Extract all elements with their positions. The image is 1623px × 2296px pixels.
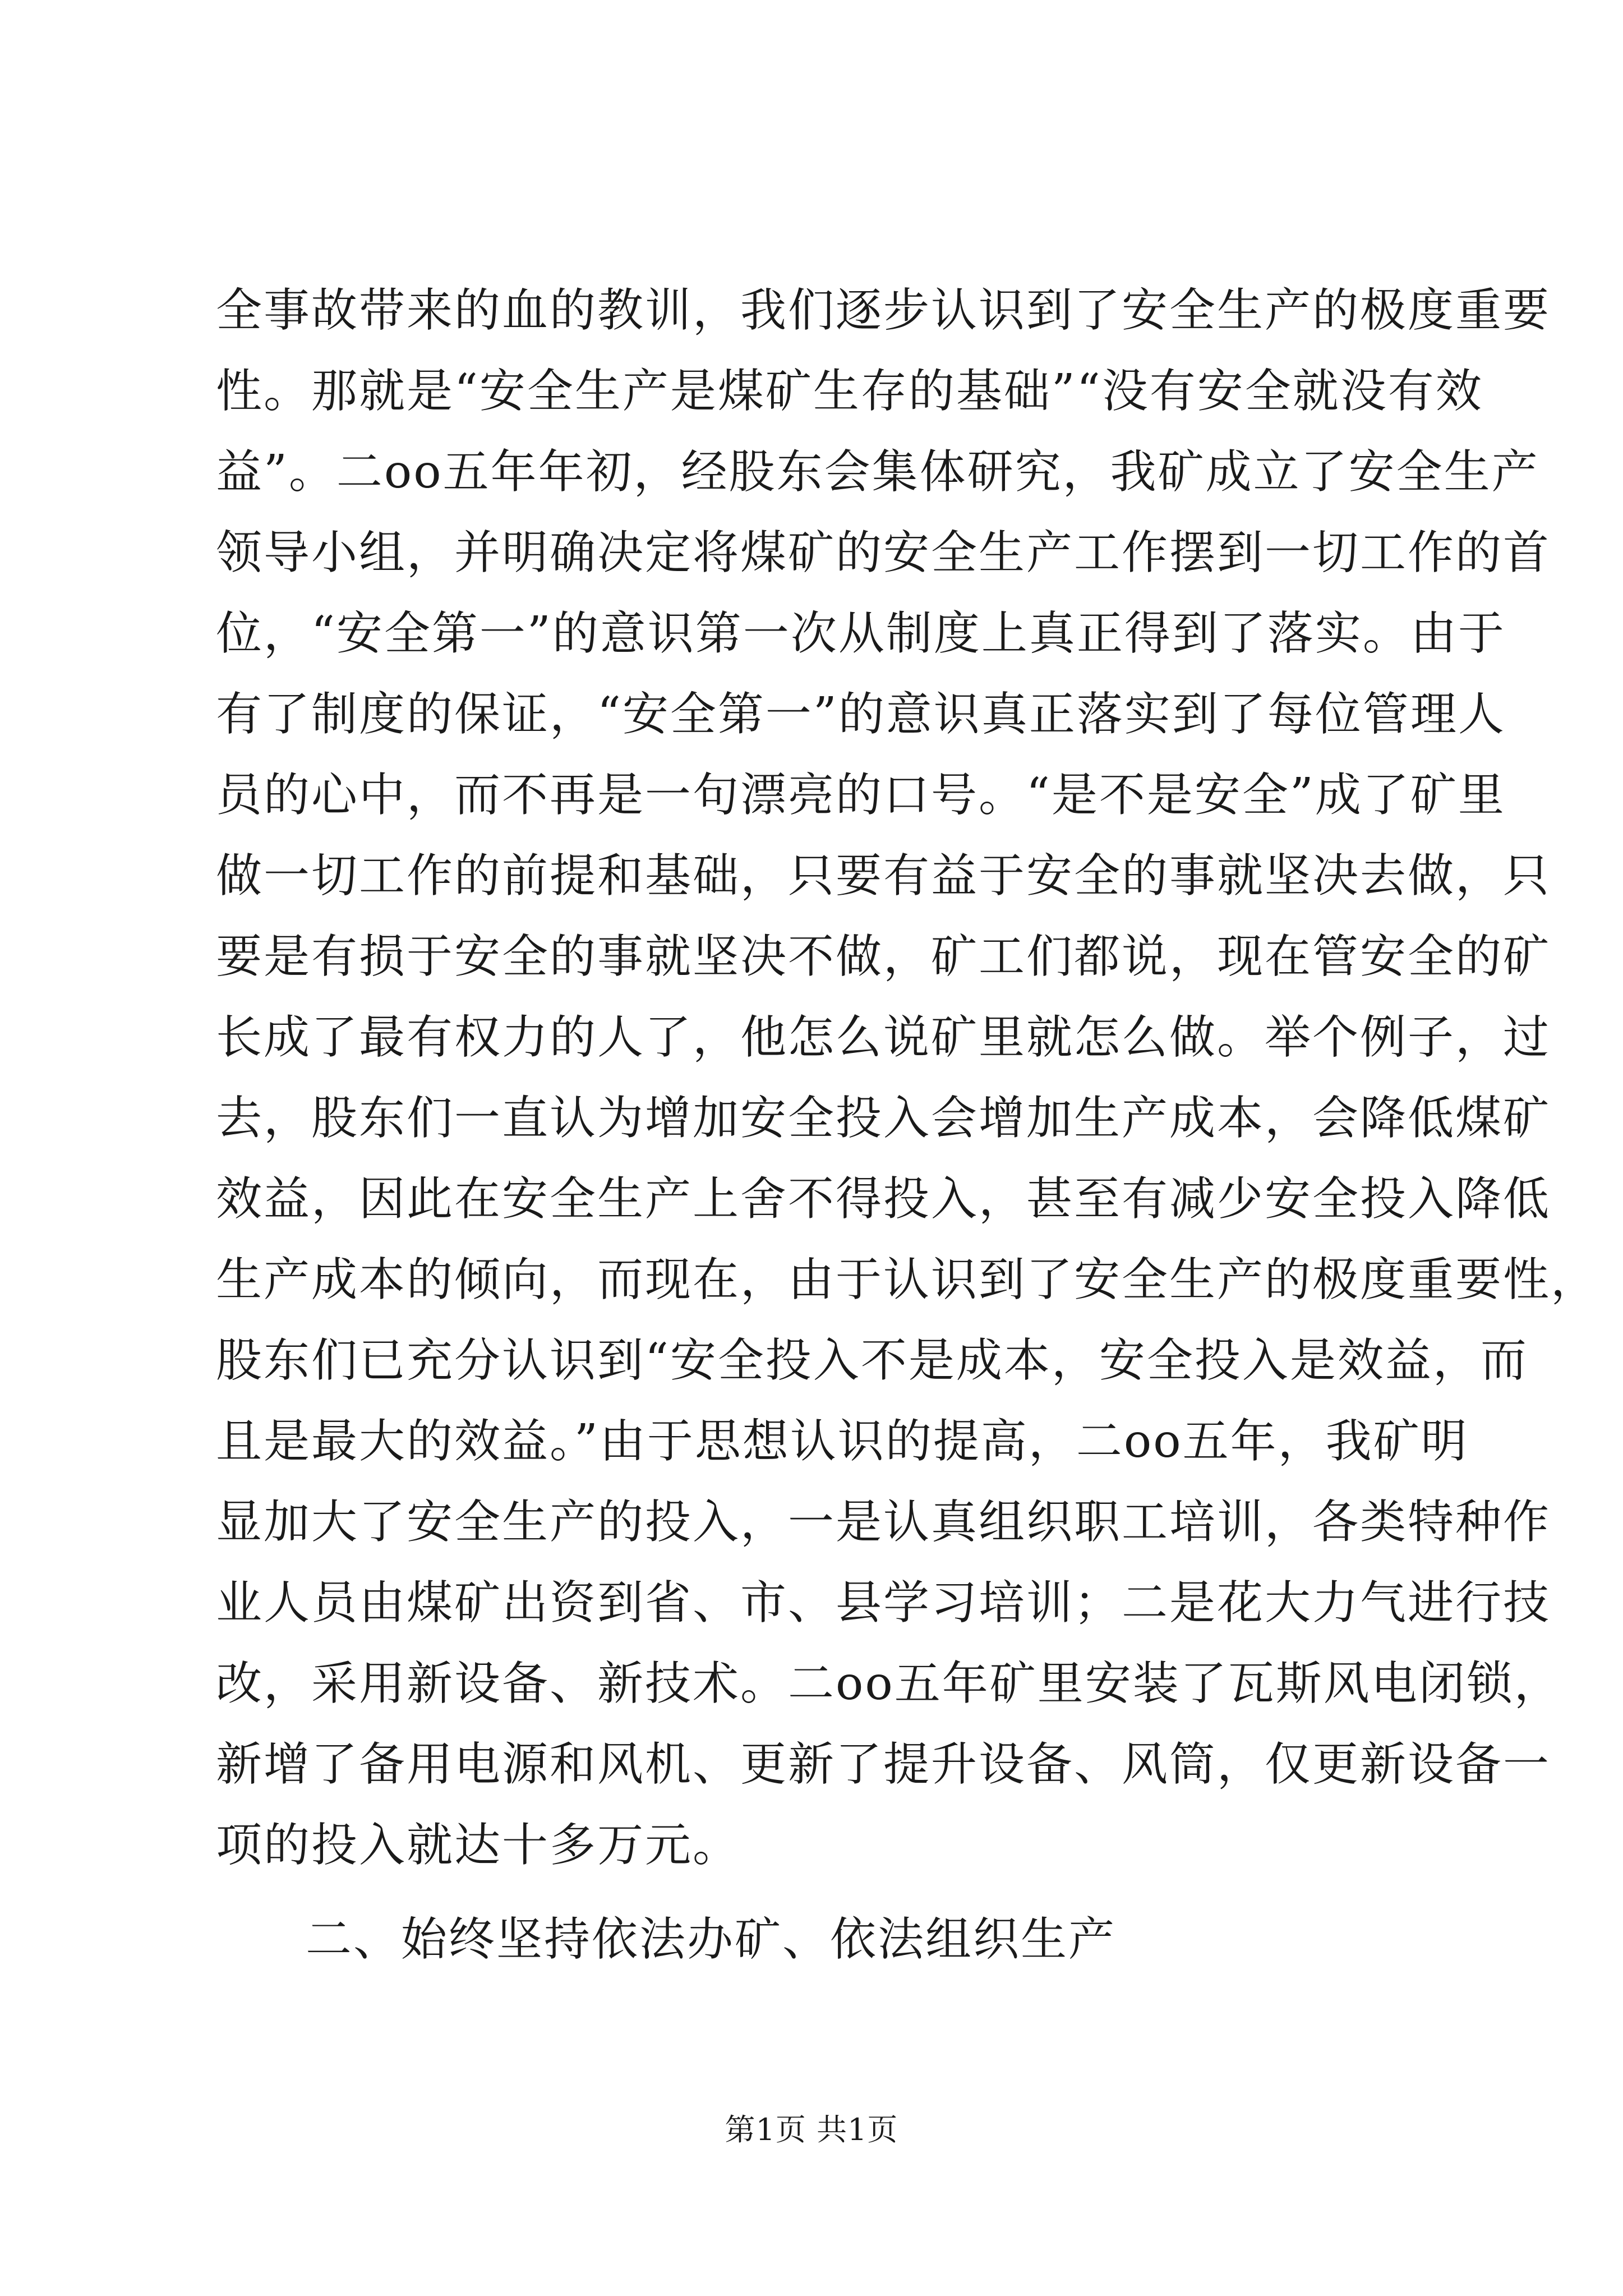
- paragraph-line: 要是有损于安全的事就坚决不做，矿工们都说，现在管安全的矿: [216, 930, 1551, 983]
- paragraph-line: 做一切工作的前提和基础，只要有益于安全的事就坚决去做，只: [216, 849, 1551, 903]
- paragraph-line: 长成了最有权力的人了，他怎么说矿里就怎么做。举个例子，过: [216, 1011, 1551, 1064]
- paragraph-line: 去，股东们一直认为增加安全投入会增加生产成本，会降低煤矿: [216, 1092, 1551, 1145]
- body-paragraph: [216, 270, 1599, 1886]
- paragraph-line: 全事故带来的血的教训，我们逐步认识到了安全生产的极度重要: [216, 284, 1551, 337]
- paragraph-line: 且是最大的效益。”由于思想认识的提高，二oo五年，我矿明: [216, 1415, 1469, 1468]
- paragraph-line: 员的心中，而不再是一句漂亮的口号。“是不是安全”成了矿里: [216, 769, 1506, 822]
- paragraph-line: 生产成本的倾向，而现在，由于认识到了安全生产的极度重要性，: [216, 1253, 1599, 1306]
- page-footer: 第1页 共1页: [725, 2112, 898, 2147]
- paragraph-line: 效益，因此在安全生产上舍不得投入，甚至有减少安全投入降低: [216, 1172, 1551, 1226]
- paragraph-line: 性。那就是“安全生产是煤矿生存的基础”“没有安全就没有效: [216, 365, 1483, 418]
- paragraph-line: 业人员由煤矿出资到省、市、县学习培训；二是花大力气进行技: [216, 1576, 1551, 1630]
- paragraph-line: 股东们已充分认识到“安全投入不是成本，安全投入是效益，而: [216, 1334, 1528, 1387]
- paragraph-line: 位，“安全第一”的意识第一次从制度上真正得到了落实。由于: [216, 607, 1506, 660]
- paragraph-line: 有了制度的保证，“安全第一”的意识真正落实到了每位管理人: [216, 688, 1506, 741]
- section-heading: 二、始终坚持依法办矿、依法组织生产: [306, 1913, 1117, 1966]
- paragraph-line: 新增了备用电源和风机、更新了提升设备、风筒，仅更新设备一: [216, 1738, 1551, 1791]
- paragraph-line: 益”。二oo五年年初，经股东会集体研究，我矿成立了安全生产: [216, 445, 1539, 499]
- paragraph-line: 领导小组，并明确决定将煤矿的安全生产工作摆到一切工作的首: [216, 526, 1551, 579]
- paragraph-line: 改，采用新设备、新技术。二oo五年矿里安装了瓦斯风电闭锁，: [216, 1657, 1562, 1710]
- paragraph-line: 显加大了安全生产的投入，一是认真组织职工培训，各类特种作: [216, 1496, 1551, 1549]
- paragraph-line: 项的投入就达十多万元。: [216, 1819, 741, 1872]
